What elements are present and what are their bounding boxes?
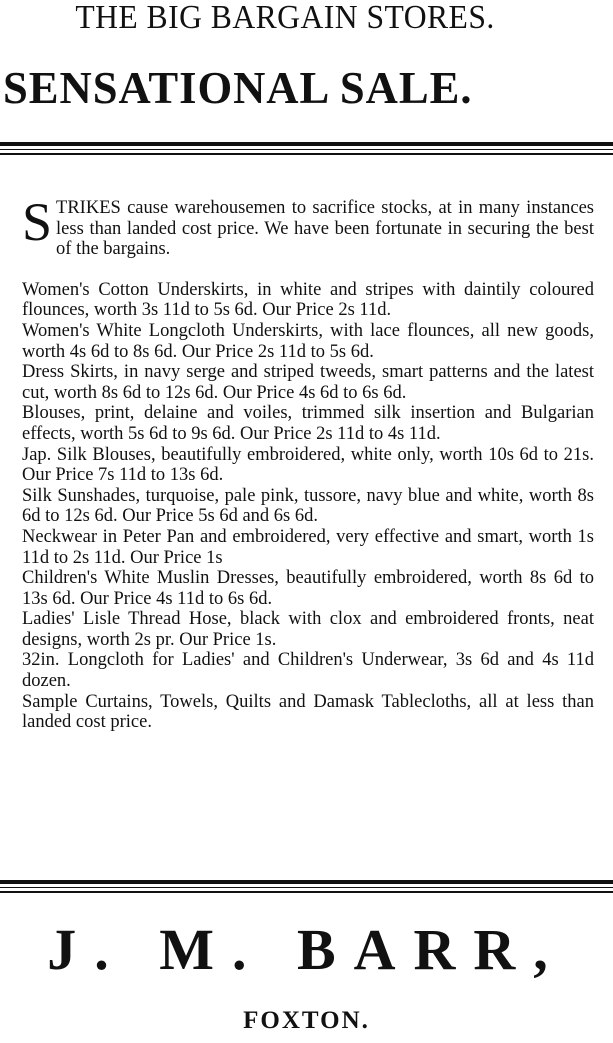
intro-text: TRIKES cause warehousemen to sacrifice stocks, at in many instances less than landed cost price. We have been fortunate in securing the best of the bargains. [56, 198, 594, 260]
list-item: Jap. Silk Blouses, beautifully embroidered, white only, worth 10s 6d to 21s. Our Price 7s 11d to 13s 6d. [22, 444, 594, 486]
list-item: Dress Skirts, in navy serge and striped tweeds, smart patterns and the latest cut, worth 8s 6d to 12s 6d. Our Price 4s 6d to 6s 6d. [22, 362, 594, 403]
top-rule-thick [0, 142, 613, 146]
list-item: Women's White Longcloth Underskirts, with lace flounces, all new goods, worth 4s 6d to 8s 6d. Our Price 2s 11d to 5s 6d. [22, 320, 594, 362]
list-item: 32in. Longcloth for Ladies' and Children's Underwear, 3s 6d and 4s 11d dozen. [22, 650, 594, 692]
list-item: Blouses, print, delaine and voiles, trimmed silk insertion and Bulgarian effects, worth 5s 6d to 9s 6d. Our Price 2s 11d to 4s 11d. [22, 403, 594, 444]
town-name: FOXTON. [243, 1007, 370, 1034]
bottom-rule-lower [0, 891, 613, 893]
list-item: Neckwear in Peter Pan and embroidered, very effective and smart, worth 1s 11d to 2s 11d. Our Price 1s [22, 526, 594, 568]
sale-headline: SENSATIONAL SALE. [3, 62, 473, 113]
list-item: Silk Sunshades, turquoise, pale pink, tussore, navy blue and white, worth 8s 6d to 12s 6d. Our Price 5s 6d and 6s 6d. [22, 485, 594, 527]
list-item: Women's Cotton Underskirts, in white and stripes with daintily coloured flounces, worth 3s 11d to 5s 6d. Our Price 2s 11d. [22, 279, 594, 321]
bottom-rule-thin [0, 887, 613, 888]
top-rule-thin [0, 149, 613, 150]
bottom-rule-thick [0, 880, 613, 884]
top-rule-lower [0, 153, 613, 155]
advertisement-body [22, 192, 594, 733]
intro-paragraph [22, 192, 594, 260]
list-item: Sample Curtains, Towels, Quilts and Damask Tablecloths, all at less than landed cost price. [22, 691, 594, 733]
drop-cap: S [22, 192, 53, 252]
list-item: Ladies' Lisle Thread Hose, black with clox and embroidered fronts, neat designs, worth 2s pr. Our Price 1s. [22, 609, 594, 650]
merchant-name: J. M. BARR, [47, 917, 566, 982]
list-item: Children's White Muslin Dresses, beautifully embroidered, worth 8s 6d to 13s 6d. Our Price 4s 11d to 6s 6d. [22, 568, 594, 609]
store-name-heading: THE BIG BARGAIN STORES. [75, 0, 495, 36]
